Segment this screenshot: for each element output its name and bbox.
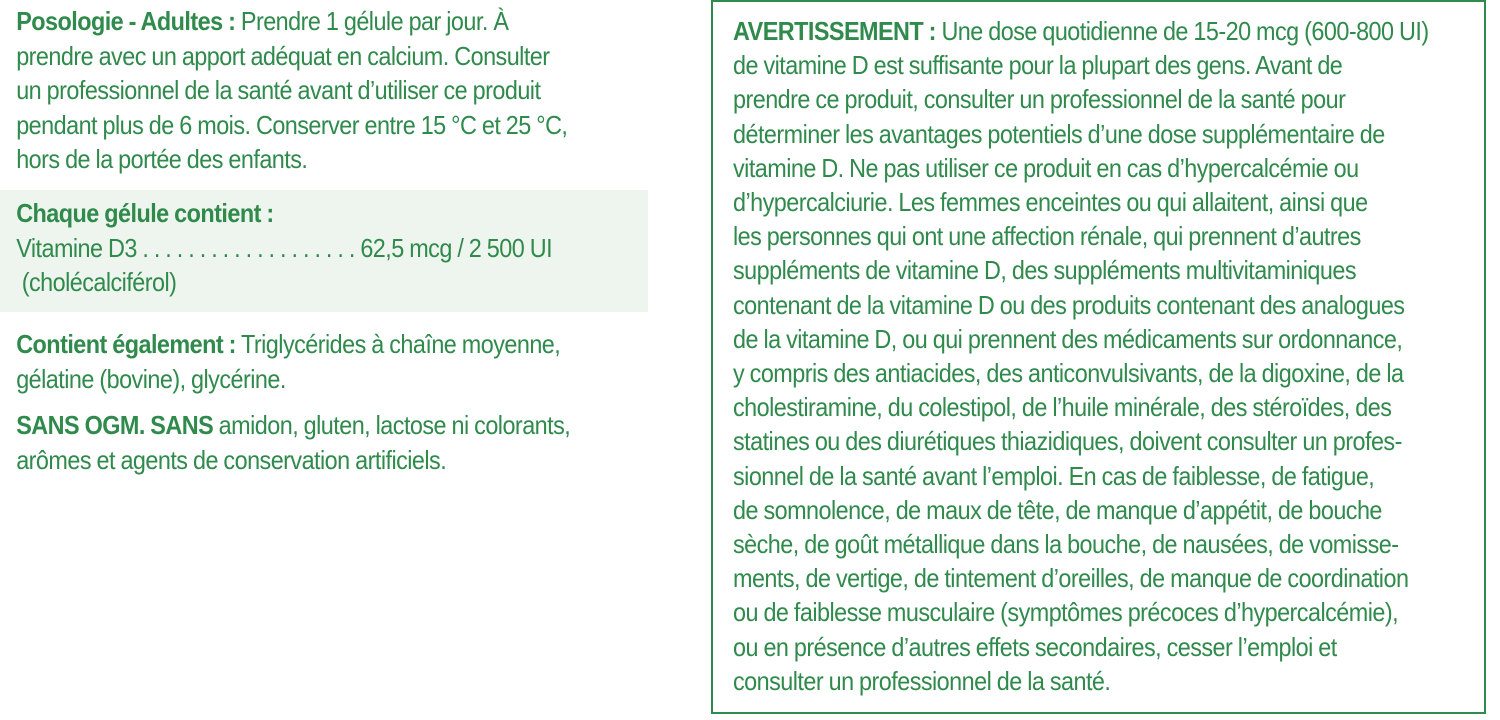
dosage-section — [16, 4, 628, 177]
dosage-line-3: un professionnel de la santé avant d’utiliser ce produit — [16, 75, 541, 105]
warning-line-12: cholestiramine, du colestipol, de l’huile minérale, des stéroïdes, des — [733, 392, 1392, 423]
warning-line-8: suppléments de vitamine D, des suppléments multivitaminiques — [733, 255, 1357, 286]
warning-line-14: sionnel de la santé avant l’emploi. En cas de faiblesse, de fatigue, — [733, 460, 1375, 491]
free-from-heading: SANS OGM. SANS — [16, 410, 214, 440]
dosage-line-1: Prendre 1 gélule par jour. À — [235, 6, 509, 36]
warning-line-9: contenant de la vitamine D ou des produits contenant des analogues — [733, 289, 1405, 320]
warning-line-20: consulter un professionnel de la santé. — [733, 665, 1111, 696]
warning-heading: AVERTISSEMENT : — [733, 16, 936, 46]
dosage-line-2: prendre avec un apport adéquat en calcium. Consulter — [16, 40, 550, 71]
warning-line-18: ou de faiblesse musculaire (symptômes précoces d’hypercalcémie), — [733, 597, 1399, 628]
dot-leader: . . . . . . . . . . . . . . . . . . . — [136, 232, 361, 263]
warning-line-3: prendre ce produit, consulter un professionnel de la santé pour — [733, 84, 1346, 115]
other-ingredients-line-1: Triglycérides à chaîne moyenne, — [235, 329, 561, 359]
warning-line-6: d’hypercalciurie. Les femmes enceintes ou qui allaitent, ainsi que — [733, 187, 1368, 218]
free-from-line-1: amidon, gluten, lactose ni colorants, — [213, 410, 571, 440]
ingredient-name: Vitamine D3 — [16, 232, 137, 263]
ingredient-row — [16, 231, 628, 266]
dosage-line-4: pendant plus de 6 mois. Conserver entre 15 °C et 25 °C, — [16, 109, 568, 140]
warning-line-16: sèche, de goût métallique dans la bouche, de nausées, de vomisse- — [733, 529, 1399, 560]
warning-line-2: de vitamine D est suffisante pour la plupart des gens. Avant de — [733, 50, 1343, 81]
warning-line-19: ou en présence d’autres effets secondaires, cesser l’emploi et — [733, 631, 1337, 662]
free-from-section — [16, 408, 628, 477]
warning-line-1: Une dose quotidienne de 15-20 mcg (600-800 UI) — [935, 16, 1429, 46]
ingredient-amount: 62,5 mcg / 2 500 UI — [360, 232, 553, 263]
warning-section — [733, 14, 1473, 698]
warning-line-17: ments, de vertige, de tintement d’oreilles, de manque de coordination — [733, 563, 1409, 594]
warning-line-10: de la vitamine D, ou qui prennent des médicaments sur ordonnance, — [733, 323, 1403, 354]
warning-line-13: statines ou des diurétiques thiazidiques, doivent consulter un profes- — [733, 426, 1402, 457]
dosage-heading: Posologie - Adultes : — [16, 6, 236, 36]
warning-line-5: vitamine D. Ne pas utiliser ce produit en cas d’hypercalcémie ou — [733, 152, 1359, 183]
other-ingredients-heading: Contient également : — [16, 329, 236, 359]
dosage-line-5: hors de la portée des enfants. — [16, 144, 308, 174]
warning-line-4: déterminer les avantages potentiels d’une dose supplémentaire de — [733, 118, 1385, 149]
free-from-line-2: arômes et agents de conservation artificiels. — [16, 444, 447, 475]
composition-heading: Chaque gélule contient : — [16, 198, 274, 228]
warning-line-7: les personnes qui ont une affection rénale, qui prennent d’autres — [733, 221, 1361, 252]
composition-section — [16, 196, 628, 300]
other-ingredients-section — [16, 327, 628, 396]
other-ingredients-line-2: gélatine (bovine), glycérine. — [16, 363, 286, 394]
warning-line-11: y compris des antiacides, des anticonvulsivants, de la digoxine, de la — [733, 358, 1404, 389]
ingredient-form-text: (cholécalciférol) — [21, 267, 177, 297]
warning-line-15: de somnolence, de maux de tête, de manque d’appétit, de bouche — [733, 494, 1382, 525]
ingredient-form — [16, 265, 628, 300]
